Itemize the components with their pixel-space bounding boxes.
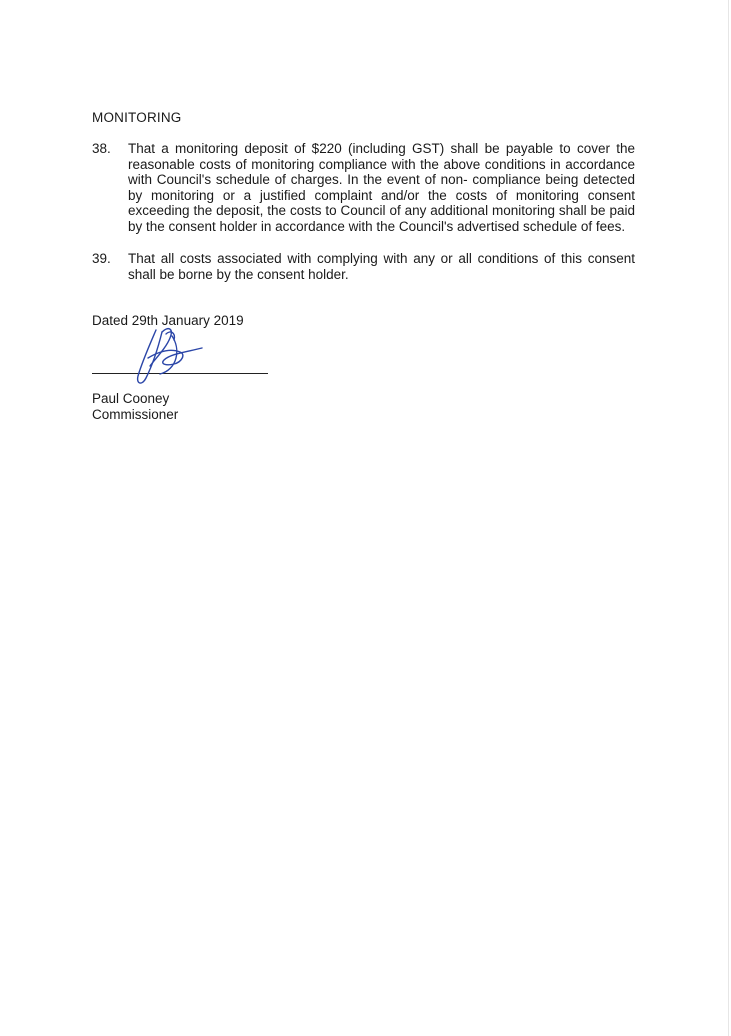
condition-number: 39. — [92, 251, 111, 266]
date-line: Dated 29th January 2019 — [92, 313, 244, 328]
section-heading: MONITORING — [92, 110, 182, 125]
handwritten-signature — [130, 318, 210, 390]
signatory-block — [92, 391, 178, 423]
condition-item — [92, 251, 635, 282]
condition-item — [92, 141, 635, 235]
signatory-title: Commissioner — [92, 407, 179, 422]
condition-text: That all costs associated with complying with any or all conditions of this consent shall be borne by the consent holder. — [128, 251, 635, 282]
page-edge — [728, 0, 729, 1036]
condition-text: That a monitoring deposit of $220 (including GST) shall be payable to cover the reasonable costs of monitoring compliance with the above conditions in accordance with Council's schedule of charges. In the event of non- compliance being detected by monitoring or a justified complaint and/or the costs of monitoring consent exceeding the deposit, the costs to Council of any additional monitoring shall be paid by the consent holder in accordance with the Council's advertised schedule of fees. — [128, 141, 635, 234]
condition-number: 38. — [92, 141, 111, 156]
signatory-name: Paul Cooney — [92, 391, 170, 406]
